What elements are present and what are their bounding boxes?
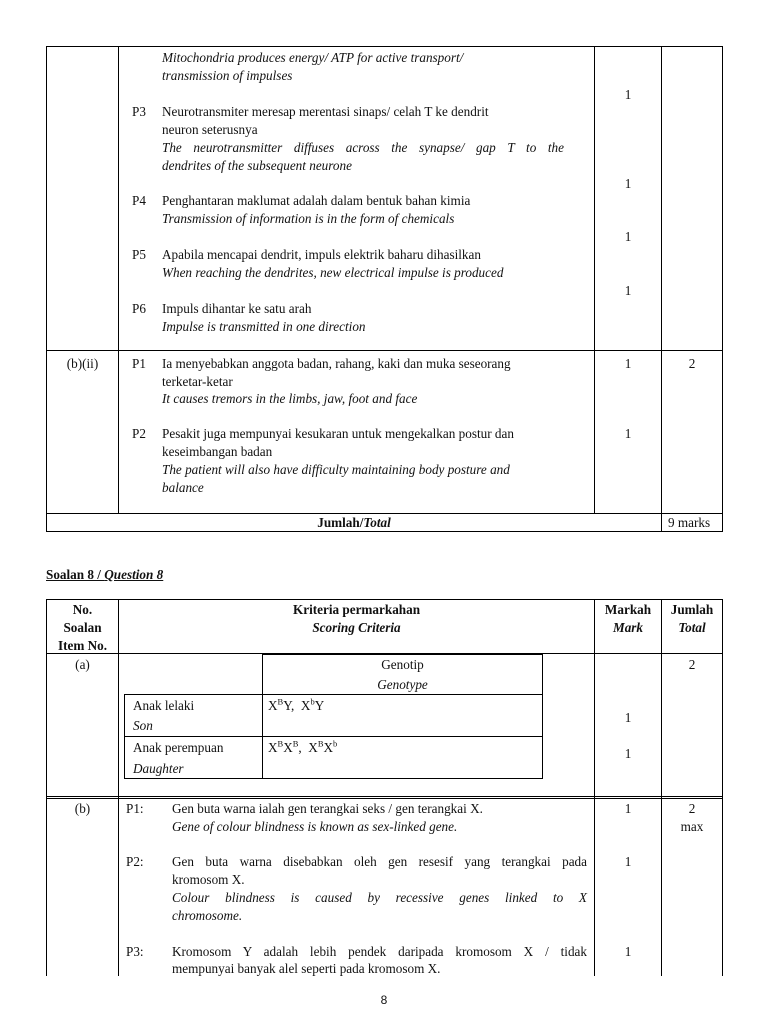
- header-criteria-english: Scoring Criteria: [312, 620, 401, 635]
- label-bii-p1: P1: [132, 356, 146, 371]
- mark-p4: 1: [624, 229, 632, 244]
- label-p3: P3: [132, 104, 146, 119]
- b-p3-malay-line1: Kromosom Y adalah lebih pendek daripada kromosom X / tidak: [172, 944, 587, 959]
- header-item-no-line1: No.: [72, 602, 93, 617]
- header-mark-malay: Markah: [604, 602, 652, 617]
- question-8-heading: [46, 566, 163, 583]
- p3-malay-line2: neuron seterusnya: [162, 122, 258, 137]
- item-bii: (b)(ii): [66, 356, 99, 371]
- p4-malay: Penghantaran maklumat adalah dalam bentuk bahan kimia: [162, 193, 471, 208]
- header-mark-english: Mark: [612, 620, 644, 635]
- page-number: 8: [380, 993, 388, 1007]
- label-b-p1: P1:: [126, 801, 144, 816]
- header-item-no-line2: Soalan: [63, 620, 102, 635]
- p3-english-line1: The neurotransmitter diffuses across the synapse/ gap T to the: [162, 140, 564, 155]
- b-p2-english-line2: chromosome.: [172, 908, 243, 923]
- b-p3-malay-line2: mempunyai banyak alel seperti pada kromosom X.: [172, 961, 441, 976]
- genotype-header-malay: Genotip: [381, 657, 424, 672]
- item-a: (a): [75, 657, 90, 672]
- genotype-header-english: Genotype: [377, 677, 428, 692]
- total-label-english: Total: [363, 515, 391, 530]
- question-heading-english: Question 8: [104, 567, 164, 582]
- mark-a-daughter: 1: [624, 746, 632, 761]
- question-heading-malay: Soalan 8 /: [46, 567, 105, 582]
- p5-english: When reaching the dendrites, new electrical impulse is produced: [162, 265, 504, 280]
- header-criteria-malay: Kriteria permarkahan: [292, 602, 421, 617]
- p2-english-line2: transmission of impulses: [162, 68, 293, 83]
- label-bii-p2: P2: [132, 426, 146, 441]
- bii-p1-malay-line1: Ia menyebabkan anggota badan, rahang, kaki dan muka seseorang: [162, 356, 511, 371]
- total-label-malay: Jumlah/: [317, 515, 364, 530]
- bii-p2-english-line1: The patient will also have difficulty maintaining body posture and: [162, 462, 510, 477]
- label-b-p3: P3:: [126, 944, 144, 959]
- mark-a-son: 1: [624, 710, 632, 725]
- mark-bii-p2: 1: [624, 426, 632, 441]
- mark-b-p3: 1: [624, 944, 632, 959]
- label-p4: P4: [132, 193, 146, 208]
- label-p6: P6: [132, 301, 146, 316]
- bii-p2-english-line2: balance: [162, 480, 204, 495]
- bii-p2-malay-line1: Pesakit juga mempunyai kesukaran untuk mengekalkan postur dan: [162, 426, 514, 441]
- header-item-no-english: Item No.: [57, 638, 108, 653]
- table-total-value: 9 marks: [668, 515, 711, 530]
- b-p2-malay-line1: Gen buta warna disebabkan oleh gen resesif yang terangkai pada: [172, 854, 587, 869]
- b-p1-malay: Gen buta warna ialah gen terangkai seks / gen terangkai X.: [172, 801, 483, 816]
- daughter-genotype: $X^BX^B$, $X^BX^b$: [268, 738, 338, 755]
- b-p1-english: Gene of colour blindness is known as sex-linked gene.: [172, 819, 458, 834]
- mark-p5: 1: [624, 283, 632, 298]
- bii-p1-malay-line2: terketar-ketar: [162, 374, 233, 389]
- item-b: (b): [74, 801, 91, 816]
- daughter-label-malay: Anak perempuan: [133, 740, 224, 755]
- header-total-english: Total: [678, 620, 706, 635]
- b-p2-malay-line2: kromosom X.: [172, 872, 245, 887]
- son-genotype: $X^BY$, $X^bY$: [268, 696, 325, 713]
- p6-english: Impulse is transmitted in one direction: [162, 319, 366, 334]
- label-p5: P5: [132, 247, 146, 262]
- p3-malay-line1: Neurotransmiter meresap merentasi sinaps/ celah T ke dendrit: [162, 104, 489, 119]
- total-b-max: max: [680, 819, 704, 834]
- son-label-english: Son: [133, 718, 153, 733]
- p4-english: Transmission of information is in the form of chemicals: [162, 211, 455, 226]
- total-bii: 2: [688, 356, 696, 371]
- p5-malay: Apabila mencapai dendrit, impuls elektrik baharu dihasilkan: [162, 247, 481, 262]
- mark-b-p2: 1: [624, 854, 632, 869]
- label-b-p2: P2:: [126, 854, 144, 869]
- mark-p2: 1: [624, 87, 632, 102]
- p3-english-line2: dendrites of the subsequent neurone: [162, 158, 352, 173]
- bii-p2-malay-line2: keseimbangan badan: [162, 444, 273, 459]
- b-p2-english-line1: Colour blindness is caused by recessive genes linked to X: [172, 890, 587, 905]
- mark-b-p1: 1: [624, 801, 632, 816]
- daughter-label-english: Daughter: [133, 761, 184, 776]
- mark-bii-p1: 1: [624, 356, 632, 371]
- total-a: 2: [688, 657, 696, 672]
- total-b: 2: [688, 801, 696, 816]
- table-total-label: [47, 514, 661, 531]
- header-total-malay: Jumlah: [670, 602, 714, 617]
- son-label-malay: Anak lelaki: [133, 698, 195, 713]
- p2-english-line1: Mitochondria produces energy/ ATP for active transport/: [162, 50, 464, 65]
- bii-p1-english: It causes tremors in the limbs, jaw, foot and face: [162, 391, 418, 406]
- mark-p3: 1: [624, 176, 632, 191]
- p6-malay: Impuls dihantar ke satu arah: [162, 301, 312, 316]
